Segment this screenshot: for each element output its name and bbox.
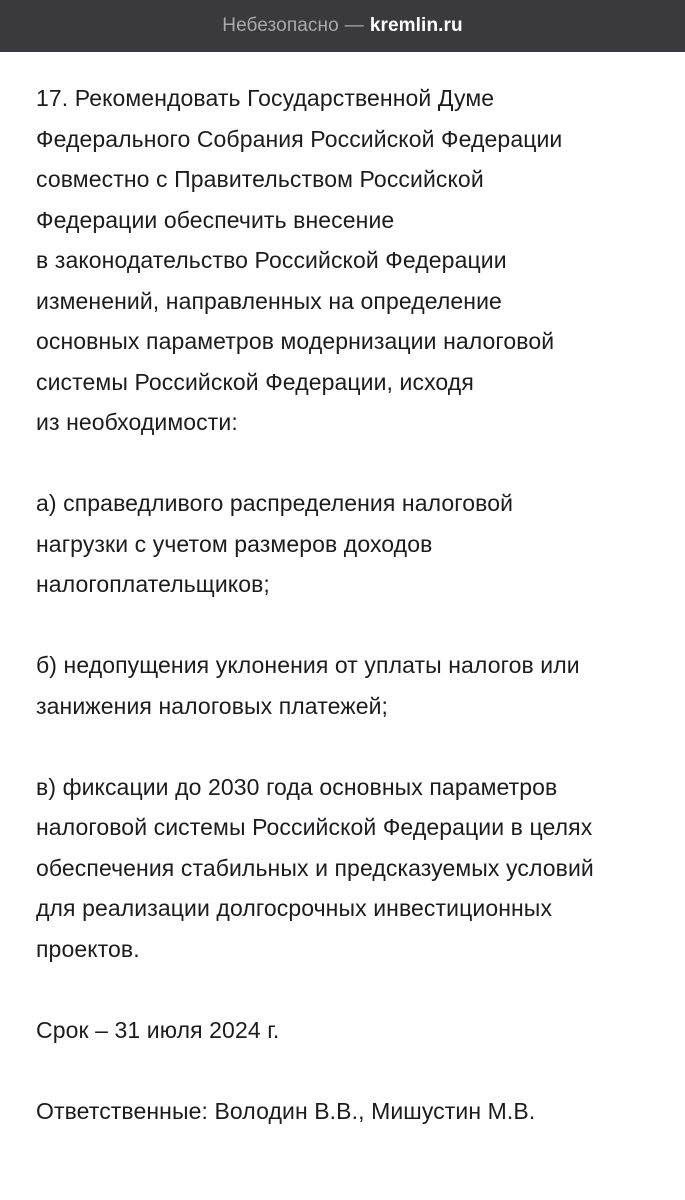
- paragraph-spacer: [36, 443, 656, 484]
- responsible-text: Ответственные: Володин В.В., Мишустин М.В.: [36, 1097, 536, 1124]
- list-item-a: а) справедливого распределения налоговой нагрузки с учетом размеров доходов налогоплательщиков;: [36, 490, 514, 597]
- address-separator: —: [344, 15, 364, 36]
- list-item-b: б) недопущения уклонения от уплаты налогов или занижения налоговых платежей;: [36, 652, 580, 719]
- paragraph-spacer: [36, 605, 656, 646]
- paragraph-spacer: [36, 1050, 656, 1091]
- paragraph-17: 17. Рекомендовать Государственной Думе Федерального Собрания Российской Федерации совместно с Правительством Российской Федерации обеспечить внесение в законодательство Российской Федерации изменений, направленных на определение основных параметров модернизации налоговой системы Российской Федерации, исходя из необходимости:: [36, 85, 563, 435]
- deadline-text: Срок – 31 июля 2024 г.: [36, 1016, 280, 1043]
- page-domain: kremlin.ru: [369, 15, 463, 36]
- document-content: [36, 78, 656, 1131]
- paragraph-spacer: [36, 969, 656, 1010]
- security-warning-label: Небезопасно: [222, 15, 339, 36]
- paragraph-spacer: [36, 726, 656, 767]
- list-item-v: в) фиксации до 2030 года основных параметров налоговой системы Российской Федерации в целях обеспечения стабильных и предсказуемых условий для реализации долгосрочных инвестиционных проектов.: [36, 773, 594, 962]
- address-bar[interactable]: [0, 0, 685, 52]
